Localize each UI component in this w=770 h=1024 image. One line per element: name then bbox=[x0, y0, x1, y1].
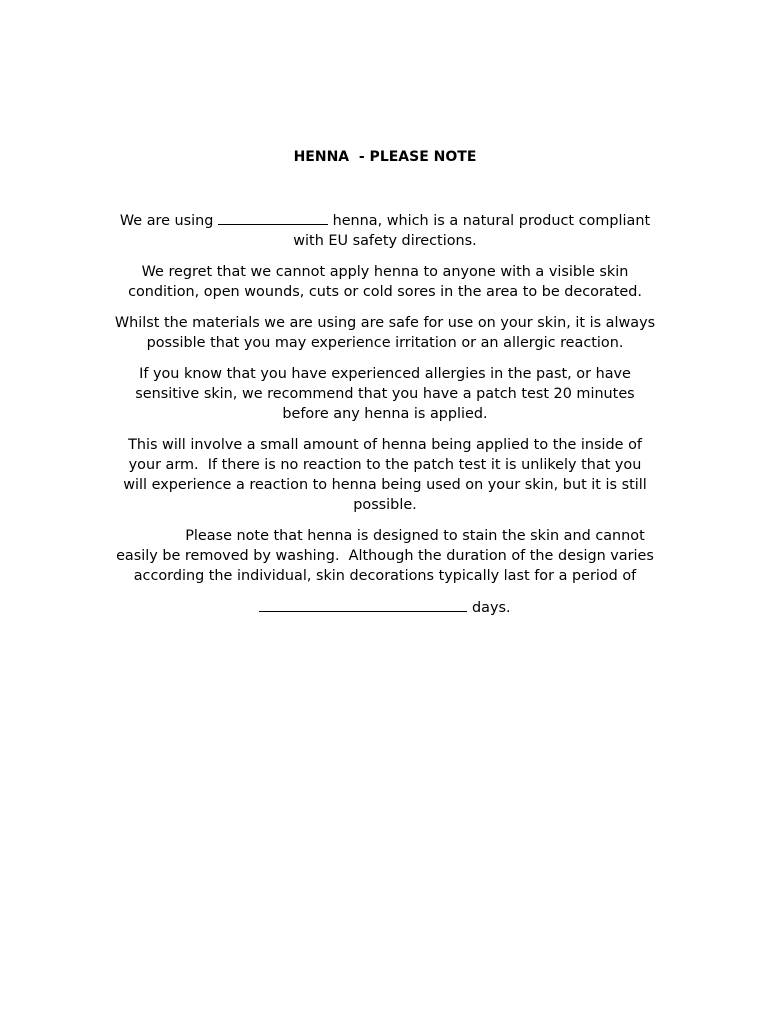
text-segment: Please note that henna is designed to stain the skin and cannot bbox=[185, 528, 645, 544]
paragraph-days bbox=[90, 597, 680, 618]
paragraph-line bbox=[90, 597, 680, 618]
paragraph-line: We regret that we cannot apply henna to anyone with a visible skin bbox=[141, 264, 629, 280]
paragraph-line: before any henna is applied. bbox=[282, 406, 488, 422]
text-segment: days. bbox=[467, 600, 511, 616]
paragraph-line bbox=[90, 210, 680, 231]
paragraph-skin-condition bbox=[90, 262, 680, 302]
paragraph-line: Whilst the materials we are using are safe for use on your skin, it is always bbox=[114, 315, 656, 331]
paragraph-stain-duration bbox=[90, 526, 680, 586]
paragraph-line: sensitive skin, we recommend that you have a patch test 20 minutes bbox=[135, 386, 635, 402]
paragraph-line: This will involve a small amount of henna being applied to the inside of bbox=[128, 437, 642, 453]
text-segment: henna, which is a natural product compliant bbox=[328, 213, 651, 229]
paragraph-line: your arm. If there is no reaction to the patch test it is unlikely that you bbox=[128, 457, 642, 473]
days-blank-line bbox=[259, 597, 467, 612]
paragraph-allergies bbox=[90, 364, 680, 424]
text-segment: We are using bbox=[119, 213, 218, 229]
paragraph-materials-safety bbox=[90, 313, 680, 353]
paragraph-line bbox=[90, 526, 680, 546]
document-title: HENNA - PLEASE NOTE bbox=[293, 149, 477, 165]
document-body bbox=[90, 210, 680, 629]
paragraph-line: according the individual, skin decorations typically last for a period of bbox=[133, 568, 637, 584]
paragraph-line: easily be removed by washing. Although the duration of the design varies bbox=[116, 548, 654, 564]
paragraph-line: possible that you may experience irritation or an allergic reaction. bbox=[146, 335, 624, 351]
paragraph-henna-brand bbox=[90, 210, 680, 251]
henna-brand-blank-line bbox=[218, 210, 328, 225]
paragraph-line: possible. bbox=[353, 497, 417, 513]
paragraph-patch-test bbox=[90, 435, 680, 515]
paragraph-line: will experience a reaction to henna being used on your skin, but it is still bbox=[123, 477, 647, 493]
paragraph-line: condition, open wounds, cuts or cold sores in the area to be decorated. bbox=[128, 284, 642, 300]
paragraph-line: with EU safety directions. bbox=[293, 233, 477, 249]
paragraph-line: If you know that you have experienced allergies in the past, or have bbox=[139, 366, 631, 382]
